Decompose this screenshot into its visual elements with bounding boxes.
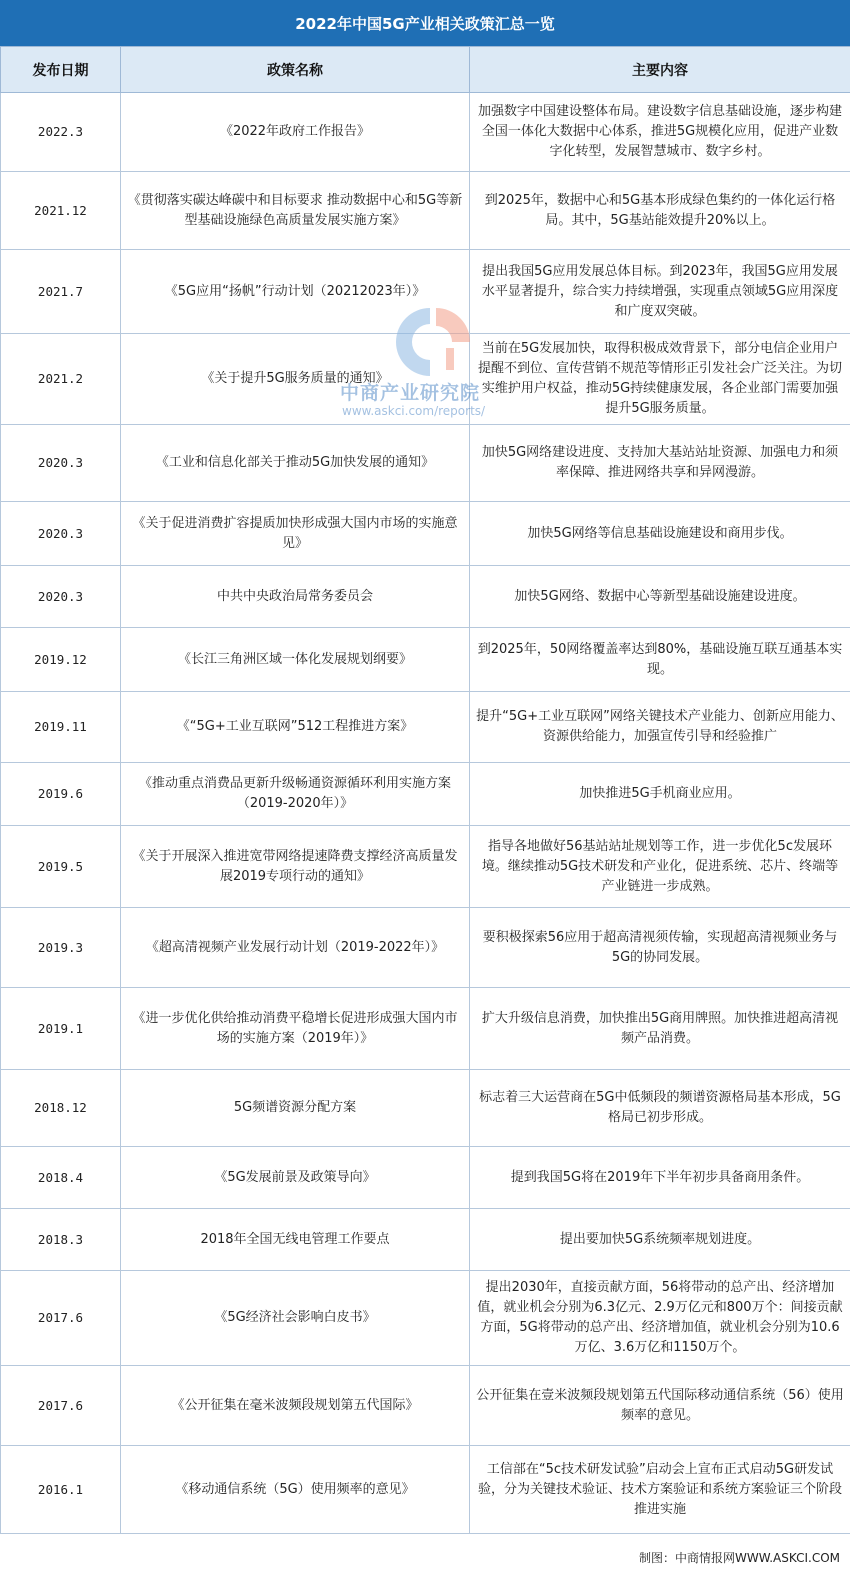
column-header-policy-name: 政策名称 [121,47,470,93]
row-policy-name: 《5G经济社会影响白皮书》 [121,1271,470,1366]
row-content: 提到我国5G将在2019年下半年初步具备商用条件。 [470,1147,850,1209]
table-row [1,1366,850,1446]
row-policy-name: 《推动重点消费品更新升级畅通资源循环利用实施方案（2019-2020年）》 [121,763,470,826]
row-date: 2017.6 [1,1271,121,1366]
row-content: 指导各地做好56基站站址规划等工作，进一步优化5c发展环境。继续推动5G技术研发和产业化，促进系统、芯片、终端等产业链进一步成熟。 [470,826,850,908]
row-content: 当前在5G发展加快，取得积极成效背景下，部分电信企业用户提醒不到位、宣传营销不规范等情形正引发社会广泛关注。为切实维护用户权益，推动5G持续健康发展，各企业部门需要加强提升5G服务质量。 [470,334,850,425]
row-date: 2018.12 [1,1070,121,1147]
row-policy-name: 《关于提升5G服务质量的通知》 [121,334,470,425]
row-content: 提出2030年，直接贡献方面，56将带动的总产出、经济增加值，就业机会分别为6.3亿元、2.9万亿元和800万个：间接贡献方面，5G将带动的总产出、经济增加值，就业机会分别为10.6万亿、3.6万亿和1150万个。 [470,1271,850,1366]
row-content: 提出要加快5G系统频率规划进度。 [470,1209,850,1271]
row-date: 2017.6 [1,1366,121,1446]
table-row [1,502,850,566]
row-content: 到2025年，50网络覆盖率达到80%，基础设施互联互通基本实现。 [470,628,850,692]
row-date: 2019.6 [1,763,121,826]
row-policy-name: 中共中央政治局常务委员会 [121,566,470,628]
row-policy-name: 《工业和信息化部关于推动5G加快发展的通知》 [121,425,470,502]
row-policy-name: 《超高清视频产业发展行动计划（2019-2022年）》 [121,908,470,988]
row-policy-name: 《贯彻落实碳达峰碳中和目标要求 推动数据中心和5G等新型基础设施绿色高质量发展实施方案》 [121,172,470,250]
table-header-row [1,47,850,93]
row-date: 2019.3 [1,908,121,988]
row-date: 2021.12 [1,172,121,250]
row-date: 2020.3 [1,425,121,502]
row-date: 2020.3 [1,502,121,566]
row-content: 标志着三大运营商在5G中低频段的频谱资源格局基本形成，5G格局已初步形成。 [470,1070,850,1147]
column-header-content: 主要内容 [470,47,850,93]
watermark-url: www.askci.com/reports/ [342,404,486,418]
row-policy-name: 《5G应用“扬帆”行动计划（20212023年）》 [121,250,470,334]
row-policy-name: 5G频谱资源分配方案 [121,1070,470,1147]
row-content: 公开征集在壹米波频段规划第五代国际移动通信系统（56）使用频率的意见。 [470,1366,850,1446]
table-row [1,566,850,628]
row-content: 要积极探索56应用于超高清视须传输，实现超高清视频业务与5G的协同发展。 [470,908,850,988]
row-date: 2021.7 [1,250,121,334]
row-policy-name: 《公开征集在毫米波频段规划第五代国际》 [121,1366,470,1446]
table-row [1,250,850,334]
table-row [1,692,850,763]
row-policy-name: 《“5G+工业互联网”512工程推进方案》 [121,692,470,763]
row-date: 2019.5 [1,826,121,908]
row-policy-name: 《2022年政府工作报告》 [121,93,470,172]
row-date: 2019.11 [1,692,121,763]
row-content: 提出我国5G应用发展总体目标。到2023年，我国5G应用发展水平显著提升，综合实力持续增强，实现重点领域5G应用深度和广度双突破。 [470,250,850,334]
row-policy-name: 《关于促进消费扩容提质加快形成强大国内市场的实施意见》 [121,502,470,566]
row-date: 2019.1 [1,988,121,1070]
table-row [1,93,850,172]
row-date: 2021.2 [1,334,121,425]
row-content: 加快5G网络等信息基础设施建设和商用步伐。 [470,502,850,566]
row-policy-name: 《关于开展深入推进宽带网络提速降费支撑经济高质量发展2019专项行动的通知》 [121,826,470,908]
table-row [1,1070,850,1147]
row-content: 加强数字中国建设整体布局。建设数字信息基础设施，逐步构建全国一体化大数据中心体系，推进5G规模化应用，促进产业数字化转型，发展智慧城市、数字乡村。 [470,93,850,172]
table-title: 2022年中国5G产业相关政策汇总一览 [0,0,850,46]
row-date: 2018.3 [1,1209,121,1271]
row-content: 加快推进5G手机商业应用。 [470,763,850,826]
row-policy-name: 《长江三角洲区域一体化发展规划纲要》 [121,628,470,692]
table-row [1,425,850,502]
table-row [1,826,850,908]
table-row [1,334,850,425]
table-row [1,1271,850,1366]
row-content: 到2025年，数据中心和5G基本形成绿色集约的一体化运行格局。其中，5G基站能效提升20%以上。 [470,172,850,250]
row-policy-name: 《进一步优化供给推动消费平稳增长促进形成强大国内市场的实施方案（2019年）》 [121,988,470,1070]
row-policy-name: 2018年全国无线电管理工作要点 [121,1209,470,1271]
source-footer [0,1545,850,1569]
table-row [1,1147,850,1209]
row-content: 扩大升级信息消费，加快推出5G商用牌照。加快推进超高清视频产品消费。 [470,988,850,1070]
table-row [1,172,850,250]
table-row [1,628,850,692]
table-row [1,1446,850,1534]
row-date: 2019.12 [1,628,121,692]
row-content: 工信部在“5c技术研发试验”启动会上宣布正式启动5G研发试验，分为关键技术验证、技术方案验证和系统方案验证三个阶段推进实施 [470,1446,850,1534]
table-row [1,763,850,826]
row-policy-name: 《移动通信系统（5G）使用频率的意见》 [121,1446,470,1534]
policy-table [0,46,850,1534]
row-content: 提升“5G+工业互联网”网络关键技术产业能力、创新应用能力、资源供给能力，加强宣传引导和经验推广 [470,692,850,763]
row-content: 加快5G网络、数据中心等新型基础设施建设进度。 [470,566,850,628]
column-header-date: 发布日期 [1,47,121,93]
row-date: 2020.3 [1,566,121,628]
row-policy-name: 《5G发展前景及政策导向》 [121,1147,470,1209]
source-credit: 制图：中商情报网WWW.ASKCI.COM [639,1551,840,1565]
row-date: 2022.3 [1,93,121,172]
table-row [1,1209,850,1271]
table-row [1,988,850,1070]
row-date: 2018.4 [1,1147,121,1209]
row-date: 2016.1 [1,1446,121,1534]
row-content: 加快5G网络建设进度、支持加大基站站址资源、加强电力和须率保障、推进网络共享和异网漫游。 [470,425,850,502]
table-row [1,908,850,988]
watermark-name: 中商产业研究院 [340,382,481,404]
